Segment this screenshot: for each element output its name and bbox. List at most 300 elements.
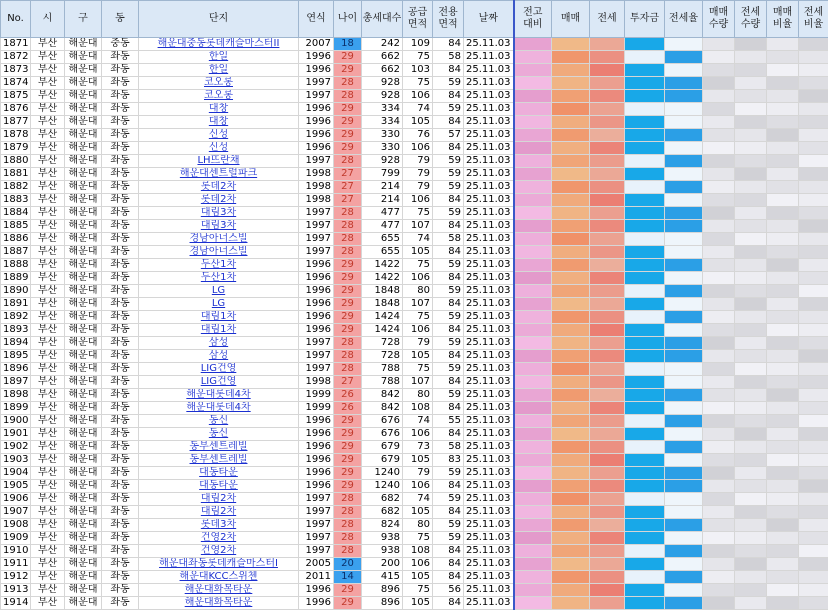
cell-name[interactable]: 대동타운: [139, 467, 299, 480]
cell-dong: 좌동: [102, 584, 139, 597]
cell-si: 부산: [31, 350, 65, 363]
mosaic-block: [515, 90, 552, 102]
cell-gu: 해운대: [65, 285, 102, 298]
cell-name[interactable]: 대림3차: [139, 207, 299, 220]
cell-supply: 74: [403, 233, 433, 246]
cell-units: 676: [362, 415, 403, 428]
cell-name[interactable]: 롯데2차: [139, 194, 299, 207]
cell-name[interactable]: 롯데3차: [139, 519, 299, 532]
cell-no: 1896: [1, 363, 31, 376]
cell-si: 부산: [31, 207, 65, 220]
cell-date: 25.11.03: [464, 90, 514, 103]
obscured-cell: [590, 168, 625, 181]
mosaic-block: [767, 350, 798, 362]
mosaic-block: [799, 181, 828, 193]
mosaic-block: [703, 506, 734, 518]
cell-name[interactable]: 해운대좌동롯데캐슬마스터I: [139, 558, 299, 571]
obscured-cell: [590, 285, 625, 298]
cell-name[interactable]: 한일: [139, 51, 299, 64]
table-row[interactable]: [1, 64, 828, 77]
cell-name[interactable]: LG: [139, 298, 299, 311]
obscured-cell: [735, 311, 767, 324]
obscured-cell: [703, 220, 735, 233]
mosaic-block: [665, 259, 702, 271]
cell-date: 25.11.03: [464, 545, 514, 558]
column-header[interactable]: No.: [1, 1, 31, 38]
cell-name[interactable]: 동신: [139, 428, 299, 441]
cell-year: 2011: [299, 571, 334, 584]
cell-date: 25.11.03: [464, 77, 514, 90]
obscured-cell: [665, 493, 703, 506]
mosaic-block: [799, 415, 828, 427]
cell-supply: 106: [403, 142, 433, 155]
table-row[interactable]: [1, 129, 828, 142]
table-row[interactable]: [1, 51, 828, 64]
cell-date: 25.11.03: [464, 51, 514, 64]
mosaic-block: [515, 506, 552, 518]
mosaic-block: [590, 51, 624, 63]
table-row[interactable]: [1, 38, 828, 51]
obscured-cell: [799, 363, 828, 376]
column-header[interactable]: 공급 면적: [403, 1, 433, 38]
cell-name[interactable]: 삼성: [139, 337, 299, 350]
cell-name[interactable]: 해운대KCC스위첸: [139, 571, 299, 584]
mosaic-block: [735, 142, 766, 154]
obscured-cell: [703, 493, 735, 506]
mosaic-block: [590, 155, 624, 167]
obscured-cell: [735, 584, 767, 597]
cell-name[interactable]: 한일: [139, 64, 299, 77]
table-row[interactable]: [1, 246, 828, 259]
obscured-cell: [703, 454, 735, 467]
cell-name[interactable]: 동신: [139, 415, 299, 428]
cell-name[interactable]: 동부센트레빌: [139, 454, 299, 467]
header-row: [1, 1, 828, 38]
cell-year: 1998: [299, 376, 334, 389]
obscured-cell: [767, 480, 799, 493]
cell-name[interactable]: 대림2차: [139, 506, 299, 519]
mosaic-block: [799, 259, 828, 271]
cell-name[interactable]: LG: [139, 285, 299, 298]
obscured-cell: [514, 298, 552, 311]
cell-supply: 79: [403, 168, 433, 181]
cell-year: 1996: [299, 142, 334, 155]
cell-name[interactable]: 해운대센트럴파크: [139, 168, 299, 181]
obscured-cell: [665, 272, 703, 285]
obscured-cell: [665, 311, 703, 324]
cell-name[interactable]: 건영2차: [139, 532, 299, 545]
table-row[interactable]: [1, 168, 828, 181]
cell-year: 1996: [299, 129, 334, 142]
mosaic-block: [665, 493, 702, 505]
cell-name[interactable]: LIG건영: [139, 376, 299, 389]
table-row[interactable]: [1, 181, 828, 194]
cell-supply: 75: [403, 77, 433, 90]
cell-name[interactable]: 경남아너스빌: [139, 233, 299, 246]
cell-exclusive: 59: [433, 311, 464, 324]
column-header[interactable]: 시: [31, 1, 65, 38]
cell-si: 부산: [31, 480, 65, 493]
cell-supply: 79: [403, 467, 433, 480]
cell-age: 29: [334, 480, 362, 493]
column-header[interactable]: 전용 면적: [433, 1, 464, 38]
mosaic-block: [799, 337, 828, 349]
obscured-cell: [735, 272, 767, 285]
cell-name[interactable]: 대림1차: [139, 311, 299, 324]
mosaic-block: [665, 38, 702, 50]
obscured-cell: [590, 480, 625, 493]
cell-supply: 74: [403, 415, 433, 428]
cell-dong: 좌동: [102, 467, 139, 480]
column-header[interactable]: 전세: [590, 1, 625, 38]
cell-name[interactable]: 대창: [139, 103, 299, 116]
mosaic-block: [665, 467, 702, 479]
cell-name[interactable]: 두산1차: [139, 272, 299, 285]
obscured-cell: [767, 571, 799, 584]
table-row[interactable]: [1, 428, 828, 441]
table-row[interactable]: [1, 532, 828, 545]
cell-exclusive: 56: [433, 584, 464, 597]
cell-name[interactable]: 대창: [139, 116, 299, 129]
table-row[interactable]: [1, 194, 828, 207]
obscured-cell: [552, 324, 590, 337]
obscured-cell: [799, 402, 828, 415]
mosaic-block: [552, 272, 589, 284]
cell-name[interactable]: 롯데2차: [139, 181, 299, 194]
cell-gu: 해운대: [65, 454, 102, 467]
cell-age: 27: [334, 181, 362, 194]
mosaic-block: [703, 64, 734, 76]
table-row[interactable]: [1, 519, 828, 532]
cell-year: 1997: [299, 350, 334, 363]
obscured-cell: [625, 155, 665, 168]
obscured-cell: [590, 90, 625, 103]
mosaic-block: [590, 207, 624, 219]
table-row[interactable]: [1, 285, 828, 298]
cell-date: 25.11.03: [464, 597, 514, 610]
mosaic-block: [665, 181, 702, 193]
mosaic-block: [590, 311, 624, 323]
column-header[interactable]: 매매 비율: [767, 1, 799, 38]
table-row[interactable]: [1, 350, 828, 363]
cell-year: 1996: [299, 285, 334, 298]
table-row[interactable]: [1, 506, 828, 519]
cell-exclusive: 84: [433, 272, 464, 285]
cell-name[interactable]: 해운대롯데4차: [139, 402, 299, 415]
cell-units: 1848: [362, 285, 403, 298]
column-header[interactable]: 전고 대비: [514, 1, 552, 38]
mosaic-block: [799, 376, 828, 388]
table-row[interactable]: [1, 90, 828, 103]
mosaic-block: [799, 51, 828, 63]
cell-no: 1913: [1, 584, 31, 597]
table-row[interactable]: [1, 402, 828, 415]
table-row[interactable]: [1, 571, 828, 584]
mosaic-block: [625, 168, 664, 180]
cell-supply: 106: [403, 272, 433, 285]
column-header[interactable]: 전세 수량: [735, 1, 767, 38]
table-row[interactable]: [1, 77, 828, 90]
obscured-cell: [735, 103, 767, 116]
cell-name[interactable]: 해운대중동롯데캐슬마스터II: [139, 38, 299, 51]
column-header[interactable]: 매매 수량: [703, 1, 735, 38]
obscured-cell: [665, 51, 703, 64]
cell-exclusive: 59: [433, 532, 464, 545]
cell-name[interactable]: 두산1차: [139, 259, 299, 272]
obscured-cell: [590, 532, 625, 545]
cell-name[interactable]: 코오롱: [139, 77, 299, 90]
mosaic-block: [799, 129, 828, 141]
table-row[interactable]: [1, 389, 828, 402]
cell-age: 28: [334, 246, 362, 259]
mosaic-block: [799, 402, 828, 414]
obscured-cell: [552, 233, 590, 246]
cell-exclusive: 59: [433, 363, 464, 376]
cell-age: 27: [334, 194, 362, 207]
cell-si: 부산: [31, 532, 65, 545]
cell-name[interactable]: LIG건영: [139, 363, 299, 376]
obscured-cell: [665, 402, 703, 415]
cell-no: 1882: [1, 181, 31, 194]
mosaic-block: [735, 467, 766, 479]
cell-gu: 해운대: [65, 480, 102, 493]
table-row[interactable]: [1, 376, 828, 389]
mosaic-block: [703, 116, 734, 128]
cell-name[interactable]: 대림1차: [139, 324, 299, 337]
obscured-cell: [799, 77, 828, 90]
cell-supply: 106: [403, 194, 433, 207]
cell-year: 1997: [299, 532, 334, 545]
obscured-cell: [625, 597, 665, 610]
obscured-cell: [799, 168, 828, 181]
column-header[interactable]: 연식: [299, 1, 334, 38]
table-row[interactable]: [1, 272, 828, 285]
mosaic-block: [735, 285, 766, 297]
mosaic-block: [767, 532, 798, 544]
cell-no: 1888: [1, 259, 31, 272]
mosaic-block: [767, 558, 798, 570]
cell-name[interactable]: 코오롱: [139, 90, 299, 103]
mosaic-block: [799, 233, 828, 245]
cell-no: 1886: [1, 233, 31, 246]
cell-units: 799: [362, 168, 403, 181]
mosaic-block: [665, 363, 702, 375]
mosaic-block: [703, 402, 734, 414]
cell-si: 부산: [31, 77, 65, 90]
cell-dong: 좌동: [102, 376, 139, 389]
cell-dong: 좌동: [102, 597, 139, 610]
obscured-cell: [625, 584, 665, 597]
table-row[interactable]: [1, 415, 828, 428]
table-row[interactable]: [1, 597, 828, 610]
table-row[interactable]: [1, 233, 828, 246]
mosaic-block: [515, 441, 552, 453]
table-row[interactable]: [1, 220, 828, 233]
cell-name[interactable]: 동부센트레빌: [139, 441, 299, 454]
obscured-cell: [514, 64, 552, 77]
mosaic-block: [767, 376, 798, 388]
table-row[interactable]: [1, 480, 828, 493]
table-row[interactable]: [1, 441, 828, 454]
table-row[interactable]: [1, 103, 828, 116]
cell-exclusive: 84: [433, 220, 464, 233]
cell-exclusive: 59: [433, 519, 464, 532]
table-row[interactable]: [1, 337, 828, 350]
obscured-cell: [735, 142, 767, 155]
obscured-cell: [665, 584, 703, 597]
cell-gu: 해운대: [65, 116, 102, 129]
mosaic-block: [703, 337, 734, 349]
mosaic-block: [590, 363, 624, 375]
cell-exclusive: 84: [433, 350, 464, 363]
obscured-cell: [514, 350, 552, 363]
cell-gu: 해운대: [65, 90, 102, 103]
cell-date: 25.11.03: [464, 272, 514, 285]
cell-name[interactable]: 해운대화목타운: [139, 584, 299, 597]
mosaic-block: [703, 441, 734, 453]
table-row[interactable]: [1, 155, 828, 168]
mosaic-block: [625, 597, 664, 609]
obscured-cell: [590, 142, 625, 155]
table-row[interactable]: [1, 545, 828, 558]
cell-name[interactable]: 신성: [139, 142, 299, 155]
obscured-cell: [590, 298, 625, 311]
obscured-cell: [799, 181, 828, 194]
obscured-cell: [735, 558, 767, 571]
mosaic-block: [625, 246, 664, 258]
cell-supply: 79: [403, 337, 433, 350]
table-row[interactable]: [1, 363, 828, 376]
column-header[interactable]: 나이: [334, 1, 362, 38]
mosaic-block: [703, 246, 734, 258]
obscured-cell: [799, 506, 828, 519]
cell-no: 1875: [1, 90, 31, 103]
column-header[interactable]: 총세대수: [362, 1, 403, 38]
cell-year: 1999: [299, 402, 334, 415]
obscured-cell: [514, 194, 552, 207]
table-row[interactable]: [1, 467, 828, 480]
cell-name[interactable]: 해운대롯데4차: [139, 389, 299, 402]
cell-name[interactable]: 대동타운: [139, 480, 299, 493]
column-header[interactable]: 날짜: [464, 1, 514, 38]
cell-supply: 106: [403, 324, 433, 337]
column-header[interactable]: 구: [65, 1, 102, 38]
mosaic-block: [703, 532, 734, 544]
mosaic-block: [735, 38, 766, 50]
cell-gu: 해운대: [65, 298, 102, 311]
cell-supply: 108: [403, 402, 433, 415]
obscured-cell: [552, 194, 590, 207]
mosaic-block: [665, 584, 702, 596]
cell-units: 334: [362, 116, 403, 129]
obscured-cell: [552, 142, 590, 155]
cell-exclusive: 84: [433, 480, 464, 493]
obscured-cell: [799, 116, 828, 129]
mosaic-block: [515, 116, 552, 128]
cell-name[interactable]: 대림3차: [139, 220, 299, 233]
cell-name[interactable]: 경남아너스빌: [139, 246, 299, 259]
obscured-cell: [665, 415, 703, 428]
table-row[interactable]: [1, 493, 828, 506]
cell-exclusive: 84: [433, 194, 464, 207]
cell-units: 938: [362, 545, 403, 558]
obscured-cell: [590, 194, 625, 207]
cell-name[interactable]: 건영2차: [139, 545, 299, 558]
column-header[interactable]: 투자금: [625, 1, 665, 38]
table-row[interactable]: [1, 558, 828, 571]
mosaic-block: [552, 311, 589, 323]
cell-year: 1997: [299, 506, 334, 519]
mosaic-block: [625, 38, 664, 50]
obscured-cell: [767, 220, 799, 233]
cell-date: 25.11.03: [464, 350, 514, 363]
column-header[interactable]: 동: [102, 1, 139, 38]
mosaic-block: [665, 506, 702, 518]
obscured-cell: [799, 454, 828, 467]
column-header[interactable]: 전세 비율: [799, 1, 828, 38]
table-row[interactable]: [1, 324, 828, 337]
table-row[interactable]: [1, 454, 828, 467]
obscured-cell: [552, 116, 590, 129]
obscured-cell: [552, 51, 590, 64]
obscured-cell: [767, 376, 799, 389]
cell-si: 부산: [31, 558, 65, 571]
obscured-cell: [703, 168, 735, 181]
obscured-cell: [552, 64, 590, 77]
cell-units: 214: [362, 194, 403, 207]
table-row[interactable]: [1, 311, 828, 324]
column-header[interactable]: 매매: [552, 1, 590, 38]
obscured-cell: [735, 415, 767, 428]
obscured-cell: [625, 350, 665, 363]
cell-exclusive: 83: [433, 454, 464, 467]
cell-name[interactable]: 대림2차: [139, 493, 299, 506]
cell-no: 1907: [1, 506, 31, 519]
table-row[interactable]: [1, 142, 828, 155]
cell-gu: 해운대: [65, 194, 102, 207]
column-header[interactable]: 단지: [139, 1, 299, 38]
table-row[interactable]: [1, 207, 828, 220]
mosaic-block: [625, 220, 664, 232]
obscured-cell: [799, 220, 828, 233]
mosaic-block: [735, 272, 766, 284]
mosaic-block: [515, 51, 552, 63]
cell-name[interactable]: 해운대화목타운: [139, 597, 299, 610]
obscured-cell: [767, 519, 799, 532]
cell-si: 부산: [31, 441, 65, 454]
cell-date: 25.11.03: [464, 142, 514, 155]
obscured-cell: [703, 597, 735, 610]
column-header[interactable]: 전세율: [665, 1, 703, 38]
obscured-cell: [625, 142, 665, 155]
mosaic-block: [552, 38, 589, 50]
table-row[interactable]: [1, 584, 828, 597]
cell-name[interactable]: 신성: [139, 129, 299, 142]
cell-gu: 해운대: [65, 532, 102, 545]
table-row[interactable]: [1, 116, 828, 129]
table-row[interactable]: [1, 298, 828, 311]
cell-dong: 좌동: [102, 454, 139, 467]
cell-date: 25.11.03: [464, 116, 514, 129]
cell-name[interactable]: LH뜨란채: [139, 155, 299, 168]
cell-name[interactable]: 삼성: [139, 350, 299, 363]
cell-dong: 좌동: [102, 207, 139, 220]
cell-year: 1996: [299, 415, 334, 428]
table-row[interactable]: [1, 259, 828, 272]
mosaic-block: [625, 506, 664, 518]
obscured-cell: [703, 194, 735, 207]
mosaic-block: [552, 337, 589, 349]
